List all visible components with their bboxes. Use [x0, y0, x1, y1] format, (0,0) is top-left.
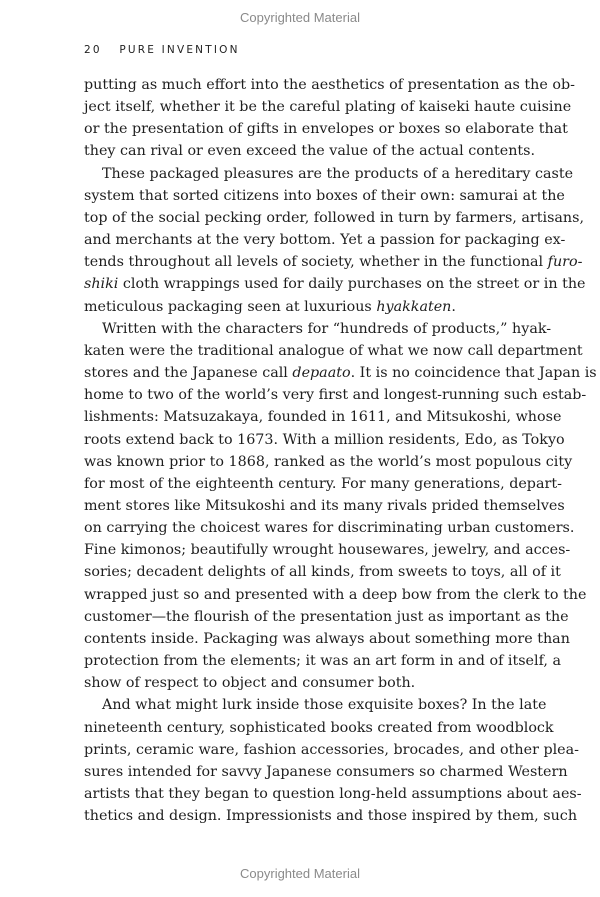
text-line — [84, 761, 568, 783]
text-line-content: Written with the characters for “hundreds of products,” hyak- — [102, 320, 552, 337]
text-line-content: or the presentation of gifts in envelopes or boxes so elaborate that — [84, 121, 568, 138]
text-line — [84, 628, 570, 650]
text-line — [84, 118, 568, 140]
text-line — [84, 694, 547, 716]
text-line-content: stores and the Japanese call depaato. It is no coincidence that Japan is — [84, 365, 597, 382]
text-line — [84, 451, 573, 473]
text-line-content: show of respect to object and consumer both. — [84, 675, 416, 692]
text-line-content: tends throughout all levels of society, whether in the functional furo- — [84, 254, 583, 271]
text-line — [84, 163, 574, 185]
text-line — [84, 340, 583, 362]
text-line-content: wrapped just so and presented with a deep bow from the clerk to the — [84, 586, 587, 603]
text-line — [84, 650, 561, 672]
copyright-watermark-bottom: Copyrighted Material — [240, 866, 360, 881]
text-line-content: thetics and design. Impressionists and those inspired by them, such — [84, 808, 578, 825]
text-line-content: customer—the flourish of the presentation just as important as the — [84, 608, 569, 625]
text-line — [84, 384, 587, 406]
text-line-content: artists that they began to question long-held assumptions about aes- — [84, 786, 582, 802]
page-number: 20 — [84, 44, 102, 56]
running-head — [84, 44, 240, 56]
text-line-content: and merchants at the very bottom. Yet a passion for packaging ex- — [84, 232, 566, 249]
text-line-content: roots extend back to 1673. With a million residents, Edo, as Tokyo — [84, 431, 565, 448]
text-line — [84, 185, 565, 207]
text-line — [84, 561, 561, 583]
text-line — [84, 74, 575, 96]
text-line — [84, 96, 572, 118]
text-line-content: nineteenth century, sophisticated books created from woodblock — [84, 719, 554, 736]
text-line-content: home to two of the world’s very first and longest-running such estab- — [84, 387, 587, 404]
running-head-title: PURE INVENTION — [119, 44, 240, 56]
text-line — [84, 251, 583, 273]
text-line-content: putting as much effort into the aesthetics of presentation as the ob- — [84, 77, 575, 93]
text-line — [84, 606, 569, 628]
copyright-watermark-top: Copyrighted Material — [240, 10, 360, 25]
text-line — [84, 473, 562, 495]
text-line-content: contents inside. Packaging was always about something more than — [84, 630, 570, 647]
text-line — [84, 672, 516, 694]
text-line-content: lishments: Matsuzakaya, founded in 1611, and Mitsukoshi, whose — [84, 409, 562, 426]
text-line-content: sures intended for savvy Japanese consumers so charmed Western — [84, 763, 568, 780]
text-line-content: top of the social pecking order, followed in turn by farmers, artisans, — [84, 209, 585, 226]
text-line-content: for most of the eighteenth century. For many generations, depart- — [84, 475, 562, 492]
text-line — [84, 429, 565, 451]
text-line-content: sories; decadent delights of all kinds, from sweets to toys, all of it — [84, 564, 561, 581]
text-line-content: they can rival or even exceed the value of the actual contents. — [84, 143, 536, 160]
text-line — [84, 495, 565, 517]
text-line-content: shiki cloth wrappings used for daily purchases on the street or in the — [84, 276, 586, 293]
text-line — [84, 739, 579, 761]
text-line — [84, 517, 575, 539]
text-line-content: system that sorted citizens into boxes of their own: samurai at the — [84, 187, 565, 204]
text-line — [84, 229, 566, 251]
text-line-content: on carrying the choicest wares for discriminating urban customers. — [84, 520, 575, 537]
text-line-content: katen were the traditional analogue of what we now call department — [84, 342, 583, 359]
text-line — [84, 805, 578, 827]
text-line — [84, 717, 554, 739]
text-line-content: was known prior to 1868, ranked as the world’s most populous city — [84, 453, 573, 470]
text-line-content: protection from the elements; it was an art form in and of itself, a — [84, 653, 561, 670]
body-text — [84, 74, 597, 827]
text-line-content: Fine kimonos; beautifully wrought housewares, jewelry, and acces- — [84, 542, 571, 559]
text-line-content: meticulous packaging seen at luxurious hyakkaten. — [84, 298, 456, 315]
text-line — [84, 318, 552, 340]
text-line — [84, 783, 582, 805]
text-line — [84, 539, 571, 561]
text-line-content: And what might lurk inside those exquisite boxes? In the late — [102, 697, 547, 714]
text-line-content: These packaged pleasures are the products of a hereditary caste — [102, 165, 574, 182]
text-line-content: ment stores like Mitsukoshi and its many rivals prided themselves — [84, 497, 565, 514]
text-line — [84, 140, 536, 162]
text-line — [84, 584, 587, 606]
text-line-content: prints, ceramic ware, fashion accessories, brocades, and other plea- — [84, 741, 579, 758]
text-line — [84, 296, 516, 318]
text-line — [84, 362, 597, 384]
text-line — [84, 273, 586, 295]
text-line-content: ject itself, whether it be the careful plating of kaiseki haute cuisine — [84, 99, 572, 116]
text-line — [84, 207, 585, 229]
text-line — [84, 406, 562, 428]
